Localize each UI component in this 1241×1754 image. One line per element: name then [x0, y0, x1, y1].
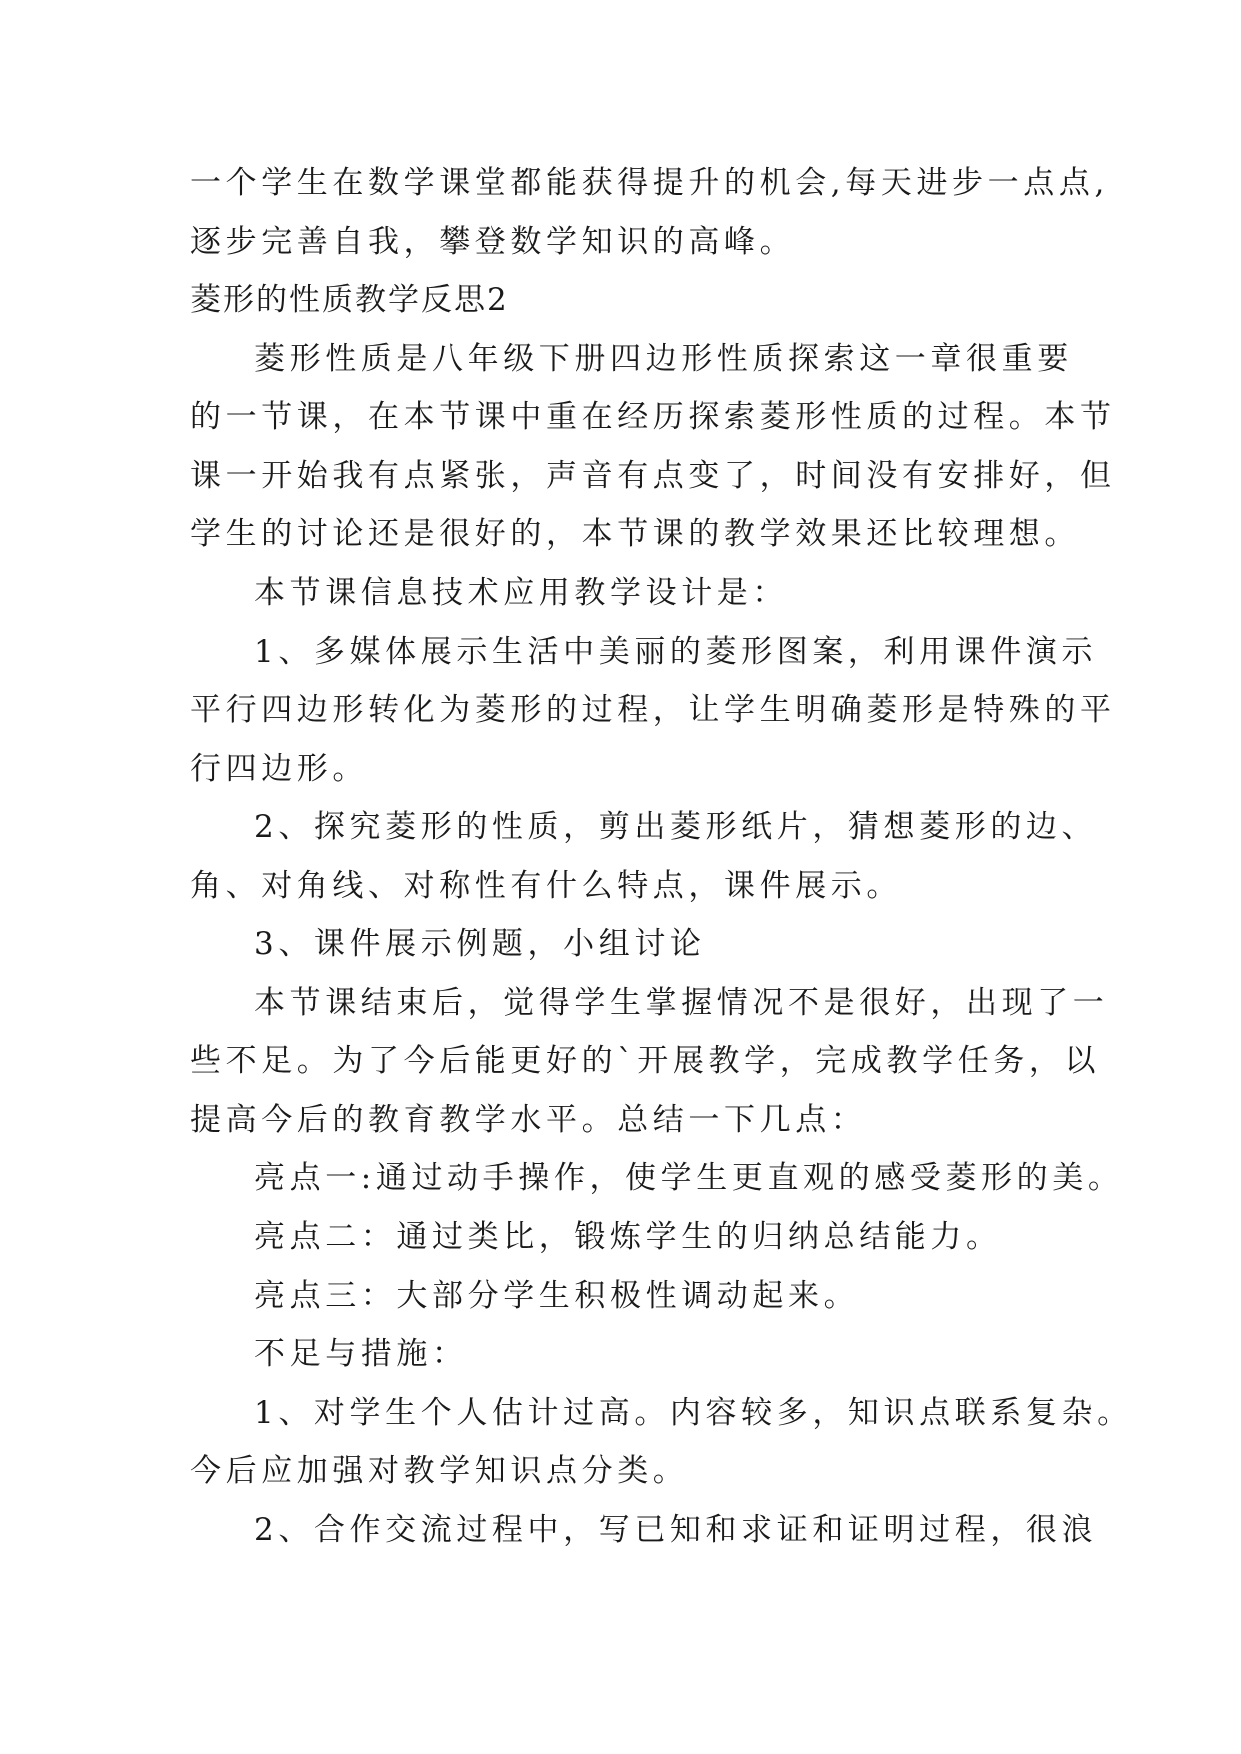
text-line: 1、对学生个人估计过高。内容较多，知识点联系复杂。	[254, 1395, 1133, 1431]
text-line: 课一开始我有点紧张，声音有点变了，时间没有安排好，但	[190, 458, 1116, 494]
section-title: 菱形的性质教学反思2	[190, 282, 509, 318]
text-line: 一个学生在数学课堂都能获得提升的机会,每天进步一点点,	[190, 165, 1109, 201]
text-line: 亮点三：大部分学生积极性调动起来。	[254, 1278, 860, 1314]
text-line: 本节课信息技术应用教学设计是：	[254, 575, 788, 611]
text-line: 亮点二：通过类比，锻炼学生的归纳总结能力。	[254, 1219, 1002, 1255]
text-line: 学生的讨论还是很好的，本节课的教学效果还比较理想。	[190, 516, 1080, 552]
text-line: 的一节课，在本节课中重在经历探索菱形性质的过程。本节	[190, 399, 1116, 435]
text-line: 3、课件展示例题，小组讨论	[254, 926, 706, 962]
text-line: 1、多媒体展示生活中美丽的菱形图案，利用课件演示	[254, 634, 1098, 670]
text-line: 亮点一:通过动手操作，使学生更直观的感受菱形的美。	[254, 1160, 1124, 1196]
text-line: 2、探究菱形的性质，剪出菱形纸片，猜想菱形的边、	[254, 809, 1098, 845]
text-line: 些不足。为了今后能更好的`开展教学，完成教学任务，以	[190, 1043, 1101, 1079]
text-line: 2、合作交流过程中，写已知和求证和证明过程，很浪	[254, 1512, 1098, 1548]
text-line: 今后应加强对教学知识点分类。	[190, 1453, 689, 1489]
text-line: 角、对角线、对称性有什么特点，课件展示。	[190, 868, 902, 904]
text-line: 提高今后的教育教学水平。总结一下几点：	[190, 1102, 867, 1138]
text-line: 菱形性质是八年级下册四边形性质探索这一章很重要	[254, 341, 1073, 377]
text-line: 平行四边形转化为菱形的过程，让学生明确菱形是特殊的平	[190, 692, 1116, 728]
text-line: 行四边形。	[190, 751, 368, 787]
text-line: 本节课结束后，觉得学生掌握情况不是很好，出现了一	[254, 985, 1109, 1021]
text-line: 不足与措施：	[254, 1336, 468, 1372]
text-line: 逐步完善自我，攀登数学知识的高峰。	[190, 224, 796, 260]
